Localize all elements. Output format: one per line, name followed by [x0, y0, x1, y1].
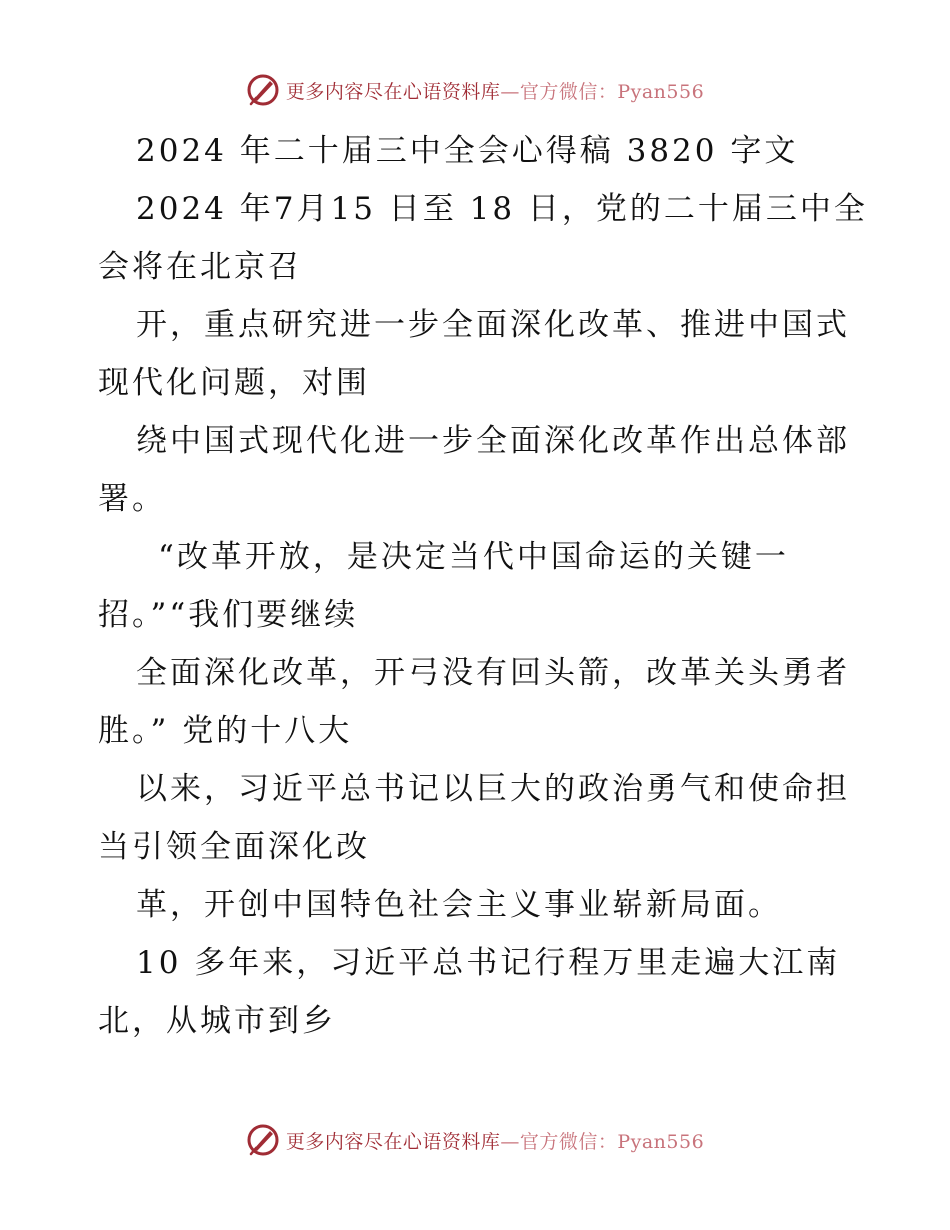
- paragraph-line: 开，重点研究进一步全面深化改革、推进中国式: [136, 307, 850, 343]
- paragraph-line: 胜。” 党的十八大: [98, 713, 353, 749]
- paragraph-line: “改革开放，是决定当代中国命运的关键一: [158, 539, 789, 575]
- header-banner-text: [286, 77, 704, 104]
- quill-logo-icon: [246, 73, 280, 107]
- footer-banner-main: 更多内容尽在心语资料库: [285, 1130, 501, 1153]
- header-watermark: [0, 70, 950, 110]
- paragraph-line: 以来，习近平总书记以巨大的政治勇气和使命担: [136, 771, 850, 807]
- footer-banner-tail: —官方微信：Pyan556: [500, 1130, 705, 1153]
- document-body: [98, 122, 878, 1050]
- paragraph-line: 当引领全面深化改: [98, 829, 370, 865]
- header-banner-main: 更多内容尽在心语资料库: [285, 80, 501, 103]
- document-title: 2024 年二十届三中全会心得稿 3820 字文: [136, 133, 799, 169]
- paragraph-line: 现代化问题，对围: [98, 365, 370, 401]
- paragraph-line: 10 多年来，习近平总书记行程万里走遍大江南: [136, 945, 841, 981]
- paragraph-line: 会将在北京召: [98, 249, 302, 285]
- paragraph-line: 全面深化改革，开弓没有回头箭，改革关头勇者: [136, 655, 850, 691]
- paragraph-line: 2024 年7月15 日至 18 日，党的二十届三中全: [136, 191, 868, 227]
- paragraph-line: 绕中国式现代化进一步全面深化改革作出总体部: [136, 423, 850, 459]
- paragraph-line: 署。: [98, 481, 166, 517]
- footer-banner-text: [286, 1127, 704, 1154]
- paragraph-line: 北，从城市到乡: [98, 1003, 336, 1039]
- footer-watermark: [0, 1120, 950, 1160]
- paragraph-line: 招。”“我们要继续: [98, 597, 359, 633]
- header-banner-tail: —官方微信：Pyan556: [500, 80, 705, 103]
- paragraph-line: 革，开创中国特色社会主义事业崭新局面。: [136, 887, 782, 923]
- quill-logo-icon: [246, 1123, 280, 1157]
